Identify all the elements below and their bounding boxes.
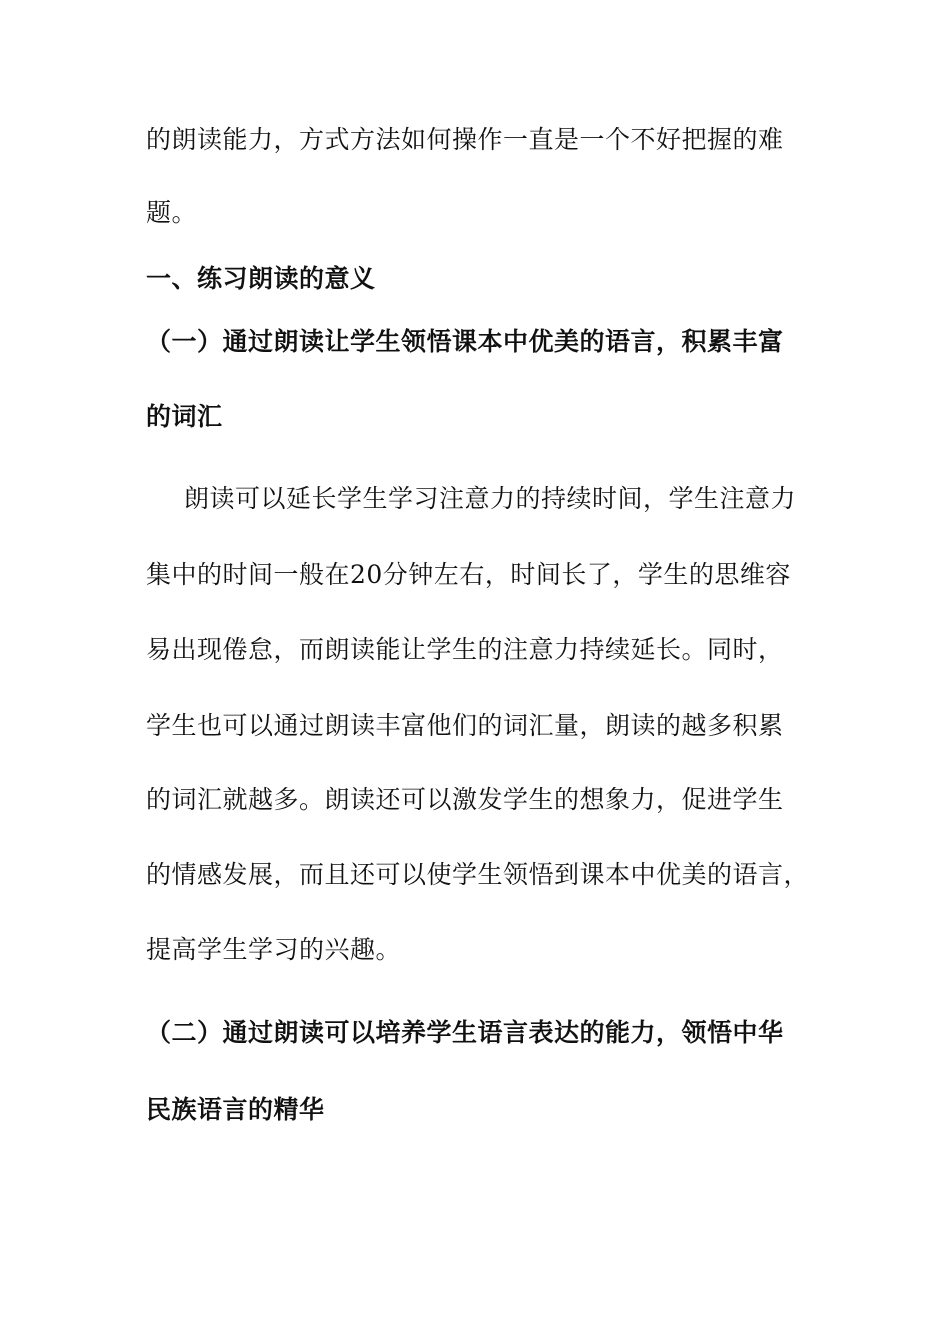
- body-text-line: 题。: [146, 198, 198, 227]
- paragraph-line: 集中的时间一般在20分钟左右，时间长了，学生的思维容: [146, 560, 791, 589]
- paragraph-line: 朗读可以延长学生学习注意力的持续时间，学生注意力: [184, 484, 797, 513]
- subheading-1-line-1: （一）通过朗读让学生领悟课本中优美的语言，积累丰富: [146, 327, 784, 356]
- subheading-2-line-2: 民族语言的精华: [146, 1095, 325, 1124]
- subheading-1-line-2: 的词汇: [146, 402, 223, 431]
- paragraph-line: 的词汇就越多。朗读还可以激发学生的想象力，促进学生: [146, 785, 784, 814]
- paragraph-line: 易出现倦怠，而朗读能让学生的注意力持续延长。同时，: [146, 635, 784, 664]
- paragraph-line: 学生也可以通过朗读丰富他们的词汇量，朗读的越多积累: [146, 711, 784, 740]
- subheading-2-line-1: （二）通过朗读可以培养学生语言表达的能力，领悟中华: [146, 1018, 784, 1047]
- paragraph-line: 的情感发展，而且还可以使学生领悟到课本中优美的语言，: [146, 860, 810, 889]
- section-heading: 一、练习朗读的意义: [146, 264, 376, 293]
- paragraph-line: 提高学生学习的兴趣。: [146, 935, 402, 964]
- body-text-line: 的朗读能力，方式方法如何操作一直是一个不好把握的难: [146, 125, 784, 154]
